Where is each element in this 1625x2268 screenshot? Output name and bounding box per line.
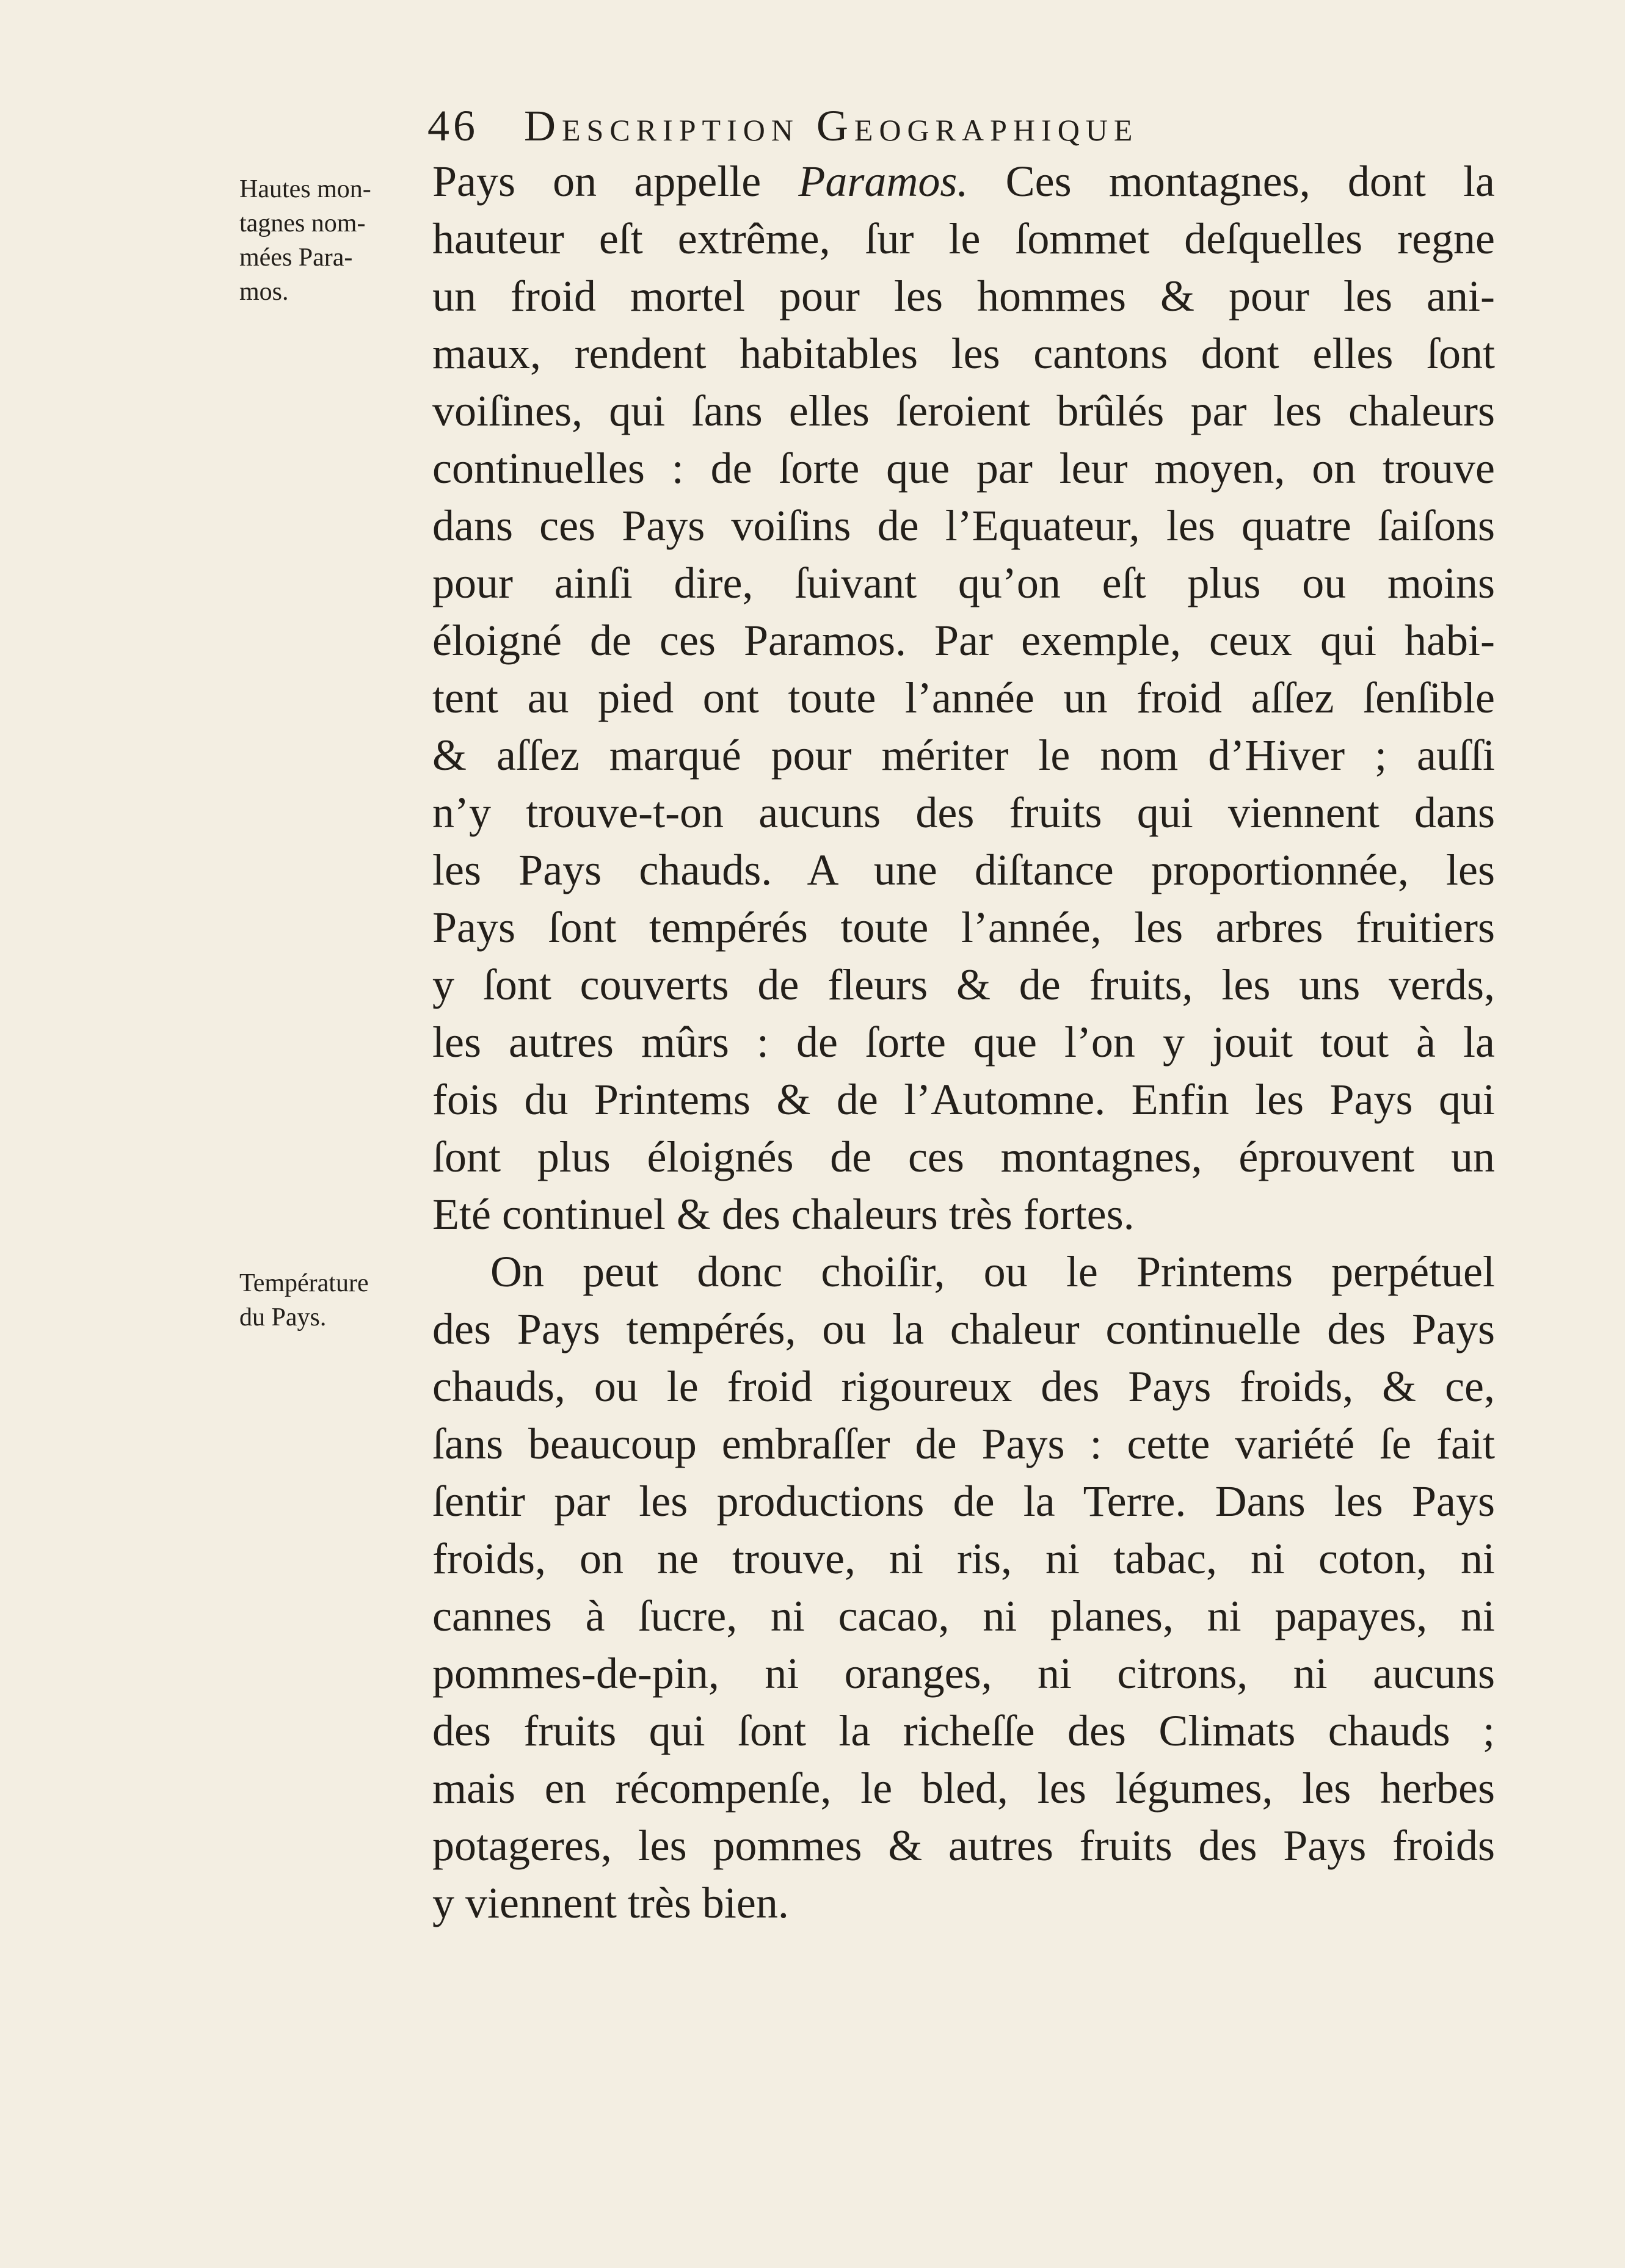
- text-line: y ſont couverts de fleurs & de fruits, les uns verds,: [432, 960, 1495, 1009]
- text-line: fois du Printems & de l’Automne. Enfin les Pays qui: [432, 1075, 1495, 1124]
- text-line: ſont plus éloignés de ces montagnes, éprouvent un: [432, 1132, 1495, 1181]
- text-line: n’y trouve-t-on aucuns des fruits qui viennent dans: [432, 788, 1495, 837]
- text-line: un froid mortel pour les hommes & pour les ani-: [432, 272, 1495, 321]
- margin-note-temperature: [239, 1266, 416, 1335]
- margin-note-line: du Pays.: [239, 1303, 327, 1331]
- text-line: hauteur eſt extrême, ſur le ſommet deſquelles regne: [432, 214, 1495, 263]
- text-line: Pays ſont tempérés toute l’année, les arbres fruitiers: [432, 903, 1495, 952]
- margin-note-line: mos.: [239, 278, 289, 306]
- text-line: cannes à ſucre, ni cacao, ni planes, ni papayes, ni: [432, 1592, 1495, 1640]
- text-line: potageres, les pommes & autres fruits des Pays froids: [432, 1821, 1495, 1870]
- page-title: Description Geographique: [524, 101, 1139, 150]
- text-line: froids, on ne trouve, ni ris, ni tabac, ni coton, ni: [432, 1534, 1495, 1583]
- text-line: ſentir par les productions de la Terre. Dans les Pays: [432, 1477, 1495, 1526]
- page-number: 46: [427, 101, 479, 150]
- text-line: les autres mûrs : de ſorte que l’on y jouit tout à la: [432, 1018, 1495, 1067]
- margin-note-line: mées Para-: [239, 244, 353, 272]
- text-line: continuelles : de ſorte que par leur moyen, on trouve: [432, 444, 1495, 493]
- text-line: mais en récompenſe, le bled, les légumes, les herbes: [432, 1764, 1495, 1813]
- margin-note-line: Hautes mon-: [239, 175, 371, 203]
- italic-term-paramos: Paramos.: [798, 157, 969, 206]
- text-line: pour ainſi dire, ſuivant qu’on eſt plus ou moins: [432, 559, 1495, 607]
- text-line: tent au pied ont toute l’année un froid aſſez ſenſible: [432, 673, 1495, 722]
- text-line: les Pays chauds. A une diſtance proportionnée, les: [432, 846, 1495, 894]
- text-line: & aſſez marqué pour mériter le nom d’Hiver ; auſſi: [432, 731, 1495, 780]
- text-line: maux, rendent habitables les cantons dont elles ſont: [432, 329, 1495, 378]
- text-line: dans ces Pays voiſins de l’Equateur, les quatre ſaiſons: [432, 501, 1495, 550]
- text-line: des Pays tempérés, ou la chaleur continuelle des Pays: [432, 1305, 1495, 1353]
- running-header: [427, 101, 1138, 151]
- text-line: On peut donc choiſir, ou le Printems perpétuel: [490, 1247, 1495, 1296]
- text-line: des fruits qui ſont la richeſſe des Climats chauds ;: [432, 1706, 1495, 1755]
- text-line: Eté continuel & des chaleurs très fortes.: [432, 1190, 1135, 1239]
- text-line: pommes-de-pin, ni oranges, ni citrons, ni aucuns: [432, 1649, 1495, 1698]
- text-line: ſans beaucoup embraſſer de Pays : cette variété ſe fait: [432, 1419, 1495, 1468]
- text-line: voiſines, qui ſans elles ſeroient brûlés par les chaleurs: [432, 386, 1495, 435]
- text-line: chauds, ou le froid rigoureux des Pays froids, & ce,: [432, 1362, 1495, 1411]
- body-text: [432, 153, 1495, 1932]
- margin-note-hautes-montagnes: [239, 172, 416, 309]
- text-line: Pays on appelle Paramos. Ces montagnes, dont la: [432, 157, 1495, 206]
- text-line: éloigné de ces Paramos. Par exemple, ceux qui habi-: [432, 616, 1495, 665]
- margin-note-line: tagnes nom-: [239, 209, 366, 237]
- text-line: y viennent très bien.: [432, 1879, 789, 1927]
- margin-note-line: Température: [239, 1269, 369, 1297]
